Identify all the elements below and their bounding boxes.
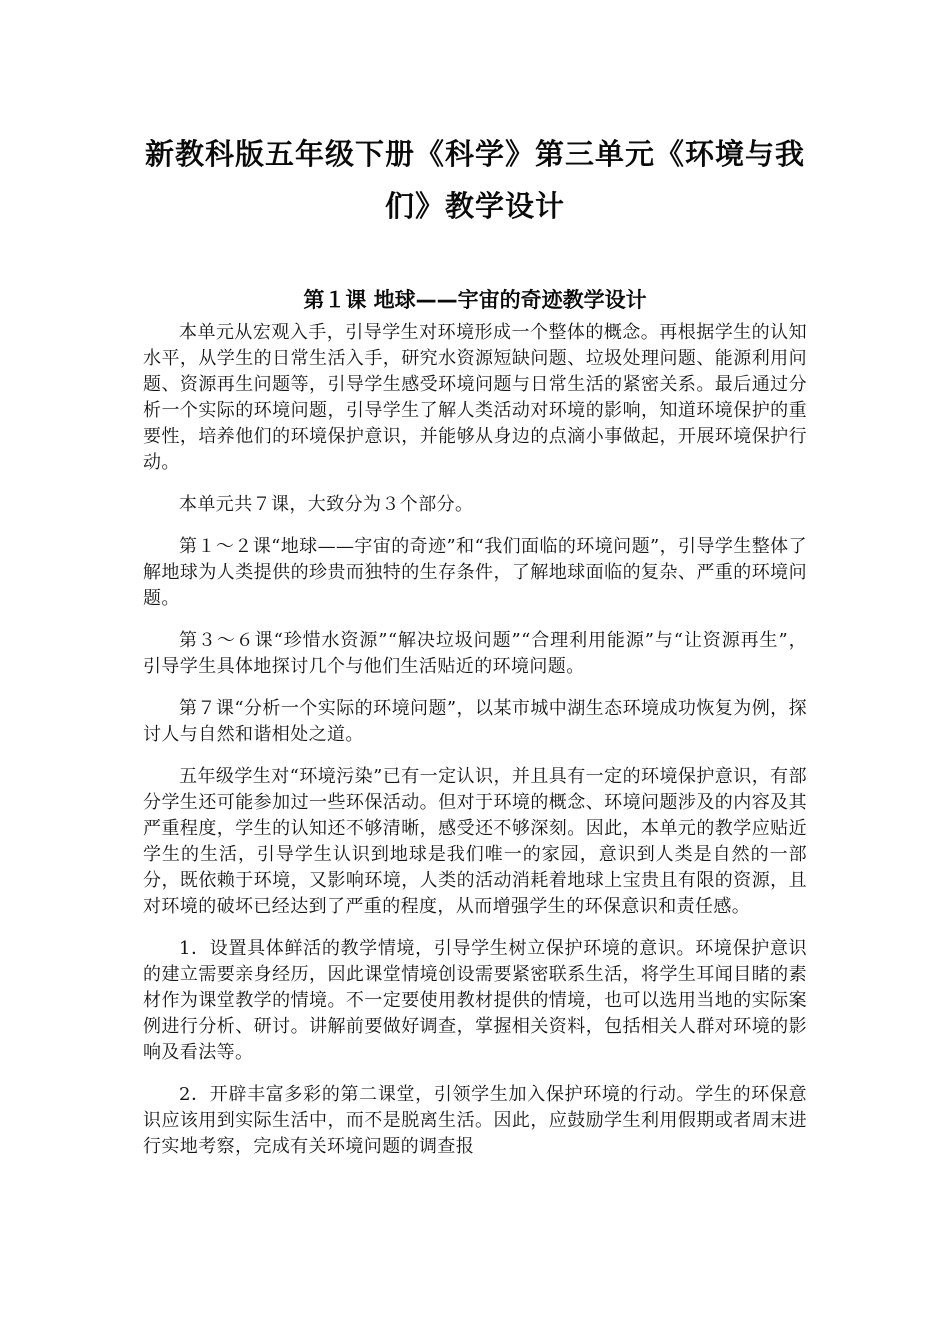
document-title-line-2: 们》教学设计 <box>384 189 565 223</box>
document-title <box>130 128 820 232</box>
paragraph-lesson-7: 第７课“分析一个实际的环境问题”，以某市城中湖生态环境成功恢复为例，探讨人与自然和谐相处之道。 <box>143 698 807 745</box>
paragraph-unit-structure: 本单元共７课，大致分为３个部分。 <box>179 494 474 515</box>
paragraph-suggestion-1: 1．设置具体鲜活的教学情境，引导学生树立保护环境的意识。环境保护意识的建立需要亲身经历，因此课堂情境创设需要紧密联系生活，将学生耳闻目睹的素材作为课堂教学的情境。不一定要使用教材提供的情境，也可以选用当地的实际案例进行分析、研讨。讲解前要做好调查，掌握相关资料，包括相关人群对环境的影响及看法等。 <box>143 938 807 1063</box>
paragraph-unit-overview: 本单元从宏观入手，引导学生对环境形成一个整体的概念。再根据学生的认知水平，从学生的日常生活入手，研究水资源短缺问题、垃圾处理问题、能源利用问题、资源再生问题等，引导学生感受环境问题与日常生活的紧密关系。最后通过分析一个实际的环境问题，引导学生了解人类活动对环境的影响，知道环境保护的重要性，培养他们的环境保护意识，并能够从身边的点滴小事做起，开展环境保护行动。 <box>143 322 807 473</box>
paragraph-lessons-1-2: 第１～２课“地球——宇宙的奇迹”和“我们面临的环境问题”，引导学生整体了解地球为人类提供的珍贵而独特的生存条件，了解地球面临的复杂、严重的环境问题。 <box>143 536 807 609</box>
body-text <box>143 320 807 1176</box>
paragraph-student-analysis: 五年级学生对“环境污染”已有一定认识，并且具有一定的环境保护意识，有部分学生还可能参加过一些环保活动。但对于环境的概念、环境问题涉及的内容及其严重程度，学生的认知还不够清晰，感受还不够深刻。因此，本单元的教学应贴近学生的生活，引导学生认识到地球是我们唯一的家园，意识到人类是自然的一部分，既依赖于环境，又影响环境，人类的活动消耗着地球上宝贵且有限的资源，且对环境的破坏已经达到了严重的程度，从而增强学生的环保意识和责任感。 <box>143 766 807 917</box>
paragraph-lessons-3-6: 第３～６课“珍惜水资源”“解决垃圾问题”“合理利用能源”与“让资源再生”，引导学生具体地探讨几个与他们生活贴近的环境问题。 <box>143 630 807 677</box>
paragraph-suggestion-2: 2．开辟丰富多彩的第二课堂，引领学生加入保护环境的行动。学生的环保意识应该用到实际生活中，而不是脱离生活。因此，应鼓励学生利用假期或者周末进行实地考察，完成有关环境问题的调查报 <box>143 1084 807 1157</box>
document-title-line-1: 新教科版五年级下册《科学》第三单元《环境与我 <box>144 137 805 171</box>
lesson-title: 第１课 地球——宇宙的奇迹教学设计 <box>303 288 647 312</box>
